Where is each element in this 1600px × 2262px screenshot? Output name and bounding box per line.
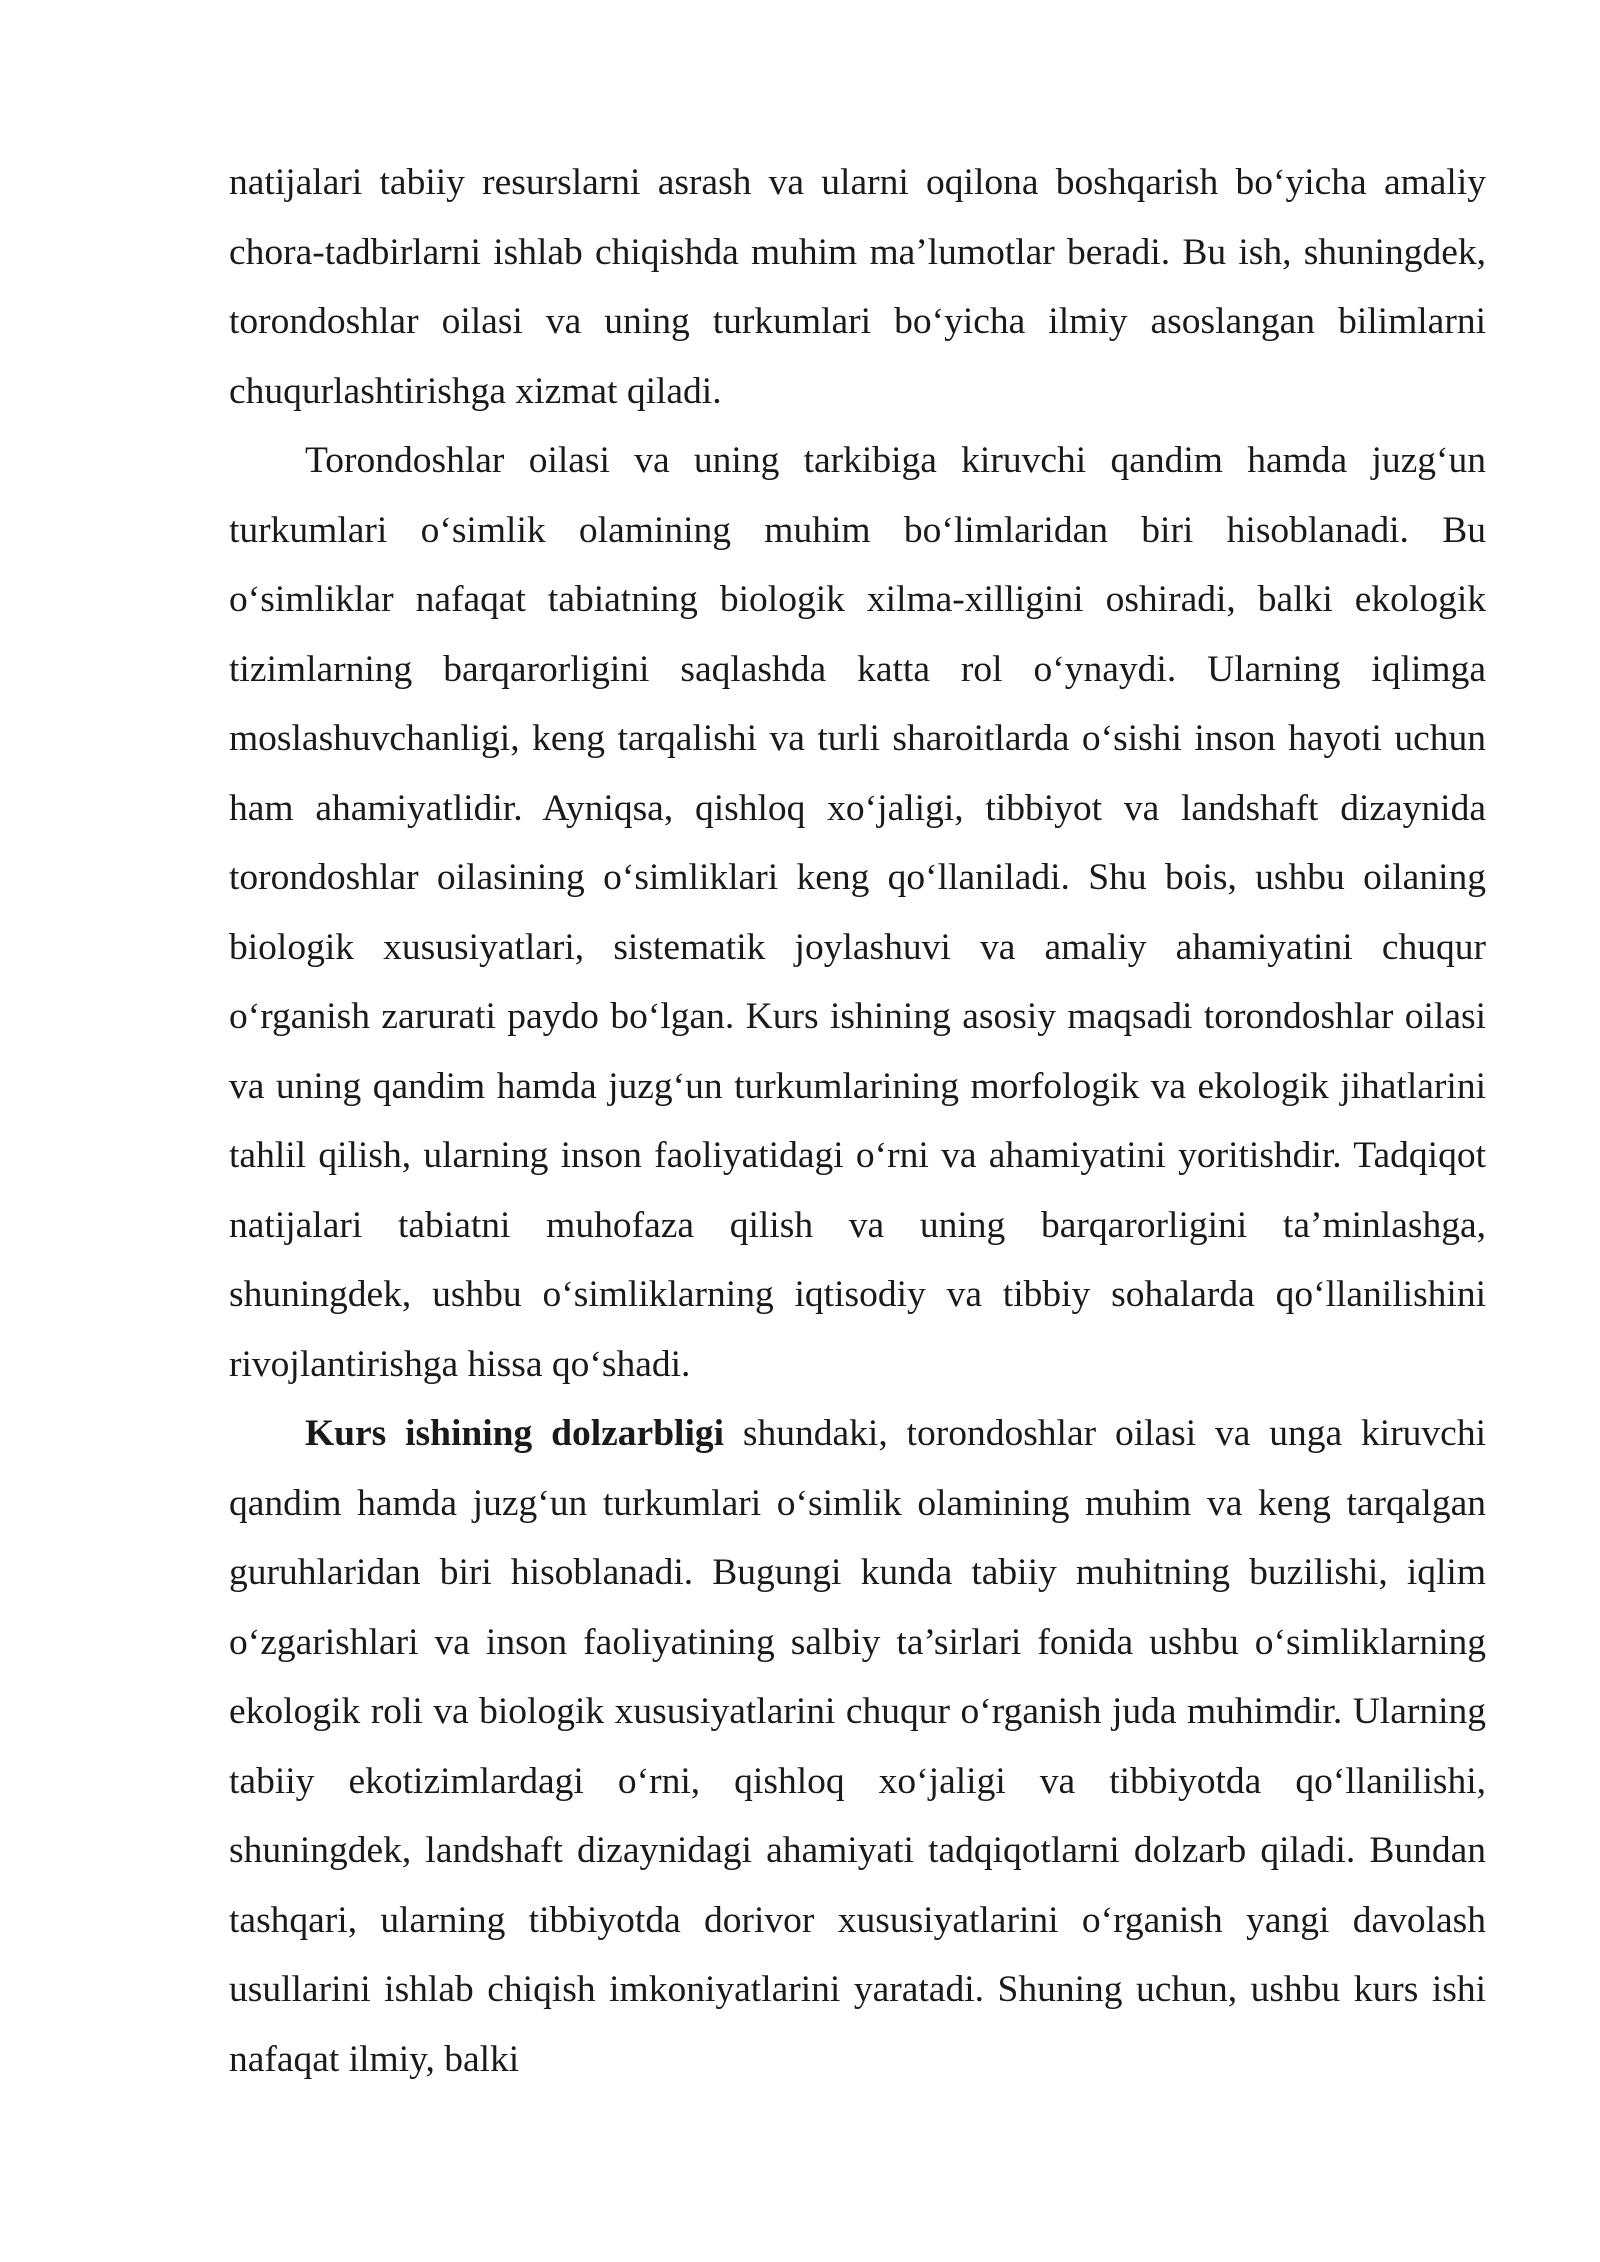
paragraph-3-text: shundaki, torondoshlar oilasi va unga kiruvchi qandim hamda juzg‘un turkumlari o‘simlik olamining muhim va keng tarqalgan guruhlaridan biri hisoblanadi. Bugungi kunda tabiiy muhitning buzilishi, iqlim o‘zgarishlari va inson faoliyatining salbiy ta’sirlari fonida ushbu o‘simliklarning ekologik roli va biologik xususiyatlarini chuqur o‘rganish juda muhimdir. Ularning tabiiy ekotizimlardagi o‘rni, qishloq xo‘jaligi va tibbiyotda qo‘llanilishi, shuningdek, landshaft dizaynidagi ahamiyati tadqiqotlarni dolzarb qiladi. Bundan tashqari, ularning tibbiyotda dorivor xususiyatlarini o‘rganish yangi davolash usullarini ishlab chiqish imkoniyatlarini yaratadi. Shuning uchun, ushbu kurs ishi nafaqat ilmiy, balki xyxy=(229,1413,1486,2080)
paragraph-3-bold-lead: Kurs ishining dolzarbligi xyxy=(305,1413,725,1454)
paragraph-1: natijalari tabiiy resurslarni asrash va ularni oqilona boshqarish bo‘yicha amaliy chora-tadbirlarni ishlab chiqishda muhim ma’lumotlar beradi. Bu ish, shuningdek, torondoshlar oilasi va uning turkumlari bo‘yicha ilmiy asoslangan bilimlarni chuqurlashtirishga xizmat qiladi. xyxy=(229,162,1486,412)
document-body xyxy=(229,148,1486,2094)
paragraph-2: Torondoshlar oilasi va uning tarkibiga kiruvchi qandim hamda juzg‘un turkumlari o‘simlik olamining muhim bo‘limlaridan biri hisoblanadi. Bu o‘simliklar nafaqat tabiatning biologik xilma-xilligini oshiradi, balki ekologik tizimlarning barqarorligini saqlashda katta rol o‘ynaydi. Ularning iqlimga moslashuvchanligi, keng tarqalishi va turli sharoitlarda o‘sishi inson hayoti uchun ham ahamiyatlidir. Ayniqsa, qishloq xo‘jaligi, tibbiyot va landshaft dizaynida torondoshlar oilasining o‘simliklari keng qo‘llaniladi. Shu bois, ushbu oilaning biologik xususiyatlari, sistematik joylashuvi va amaliy ahamiyatini chuqur o‘rganish zarurati paydo bo‘lgan. Kurs ishining asosiy maqsadi torondoshlar oilasi va uning qandim hamda juzg‘un turkumlarining morfologik va ekologik jihatlarini tahlil qilish, ularning inson faoliyatidagi o‘rni va ahamiyatini yoritishdir. Tadqiqot natijalari tabiatni muhofaza qilish va uning barqarorligini ta’minlashga, shuningdek, ushbu o‘simliklarning iqtisodiy va tibbiy sohalarda qo‘llanilishini rivojlantirishga hissa qo‘shadi. xyxy=(229,440,1486,1385)
paragraph-3 xyxy=(229,1399,1486,2094)
